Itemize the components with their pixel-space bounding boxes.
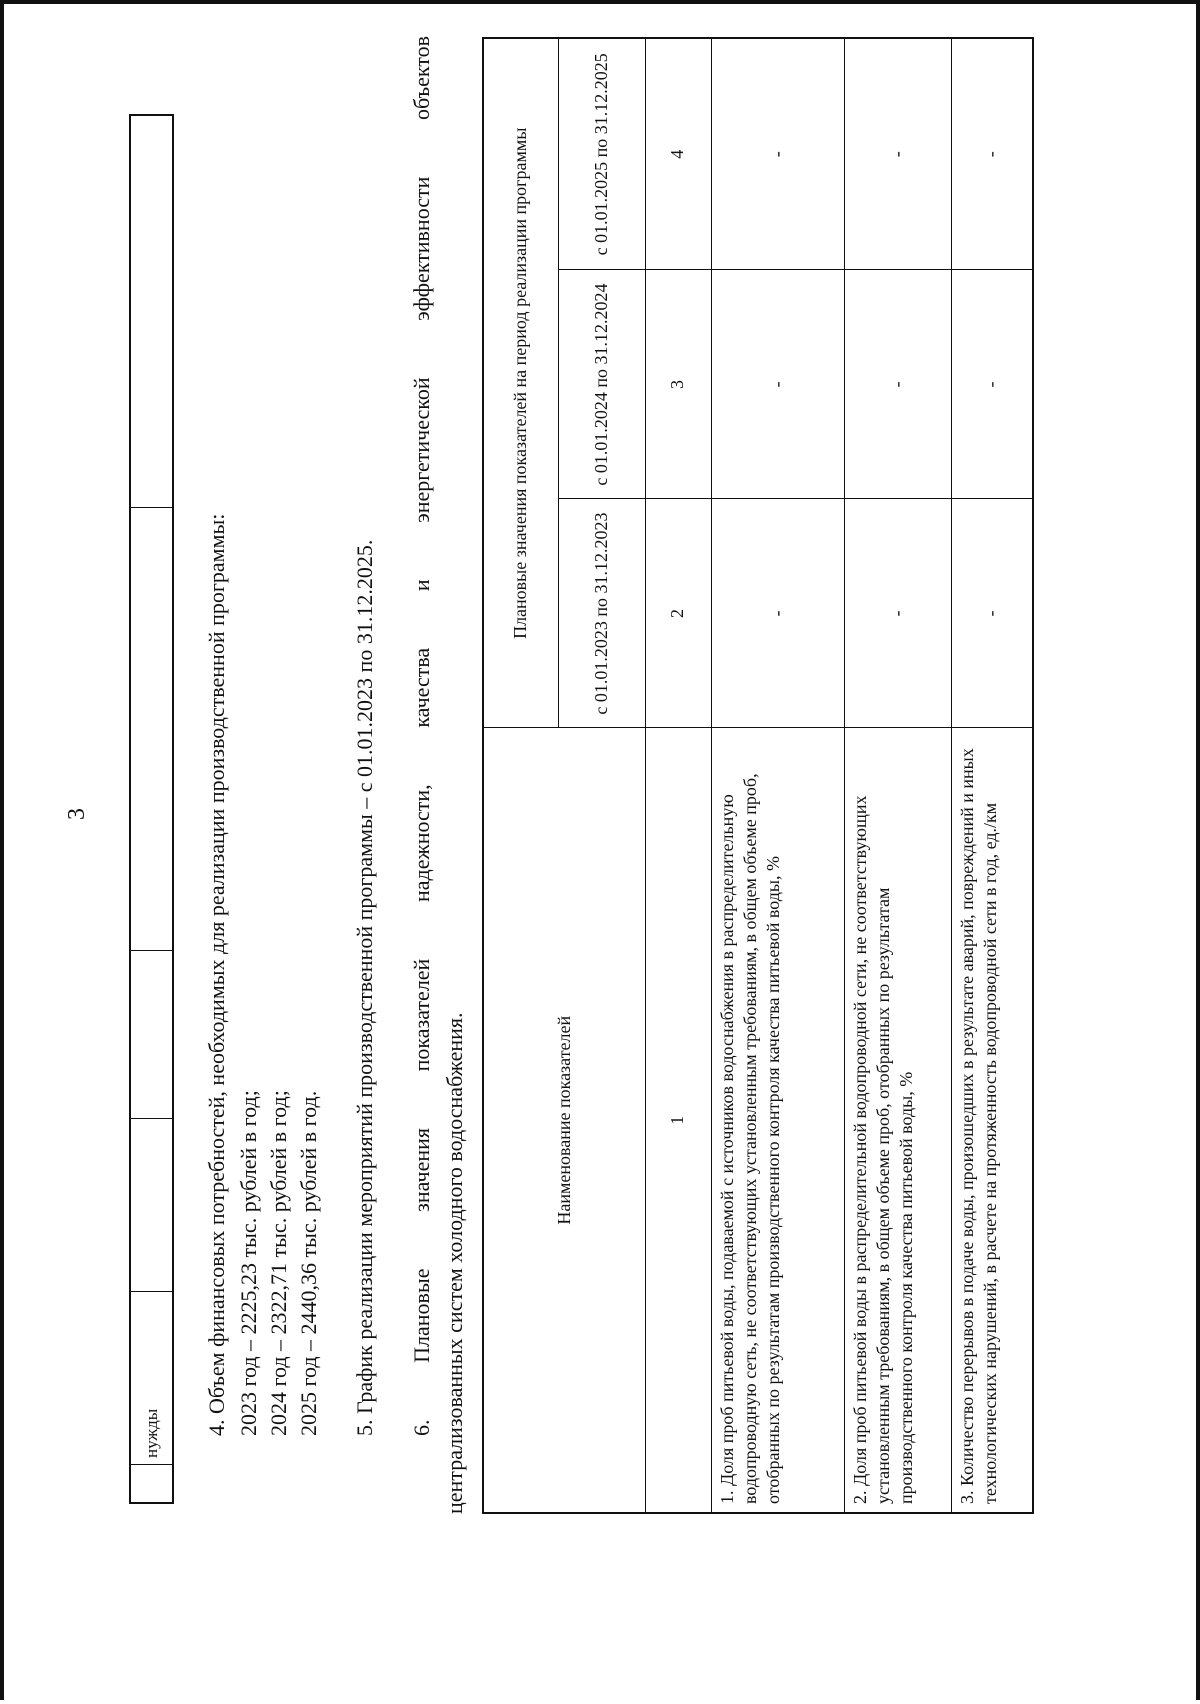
row-value: - (844, 270, 951, 499)
row-value: - (711, 270, 844, 499)
section6-line1: 6. Плановые значения показателей надежности, качества и энергетической эффективности объектов (409, 36, 434, 1436)
header-plan-values: Плановые значения показателей на период реализации программы (483, 38, 558, 728)
indicators-table (482, 37, 1034, 1514)
row-value: - (951, 499, 1033, 728)
previous-table-fragment (129, 114, 174, 1504)
col-number-1: 1 (645, 728, 711, 1513)
row-name: 1. Доля проб питьевой воды, подаваемой с источников водоснабжения в распределительную водопроводную сеть, не соответствующих установленным требованиям, в общем объеме проб, отобранных по результатам производственного контроля качества питьевой воды, % (711, 728, 844, 1513)
row-value: - (951, 38, 1033, 270)
row-name: 3. Количество перерывов в подаче воды, произошедших в результате аварий, повреждений и иных технологических нарушений, в расчете на протяженность водопроводной сети в год, ед./км (951, 728, 1033, 1513)
section4-line-2024: 2024 год – 2322,71 тыс. рублей в год; (266, 1090, 291, 1436)
col-number-2: 2 (645, 499, 711, 728)
row-value: - (844, 499, 951, 728)
section6-line2: централизованных систем холодного водоснабжения. (442, 1012, 467, 1514)
section4-line-2023: 2023 год – 2225,23 тыс. рублей в год; (236, 1090, 261, 1436)
table-row (951, 38, 1033, 1513)
section4-heading: 4. Объем финансовых потребностей, необходимых для реализации производственной программы: (204, 513, 229, 1436)
row-name: 2. Доля проб питьевой воды в распределительной водопроводной сети, не соответствующих установленным требованиям, в общем объеме проб, отобранных по результатам производственного контроля качества питьевой воды, % (844, 728, 951, 1513)
row-value: - (711, 38, 844, 270)
header-period-2024: с 01.01.2024 по 31.12.2024 (558, 270, 645, 499)
header-period-2023: с 01.01.2023 по 31.12.2023 (558, 499, 645, 728)
table-row (844, 38, 951, 1513)
section4-line-2025: 2025 год – 2440,36 тыс. рублей в год. (296, 1090, 321, 1436)
section5-text: 5. График реализации мероприятий производственной программы – с 01.01.2023 по 31.12.2025. (352, 539, 377, 1436)
header-indicator-name: Наименование показателей (483, 728, 645, 1513)
row-value: - (844, 38, 951, 270)
row-value: - (951, 270, 1033, 499)
page-number: 3 (64, 808, 90, 820)
prev-table-cell: нужды (130, 1292, 173, 1465)
table-row (711, 38, 844, 1513)
row-value: - (711, 499, 844, 728)
header-period-2025: с 01.01.2025 по 31.12.2025 (558, 38, 645, 270)
col-number-4: 4 (645, 38, 711, 270)
col-number-3: 3 (645, 270, 711, 499)
rotated-content (4, 4, 1200, 1704)
